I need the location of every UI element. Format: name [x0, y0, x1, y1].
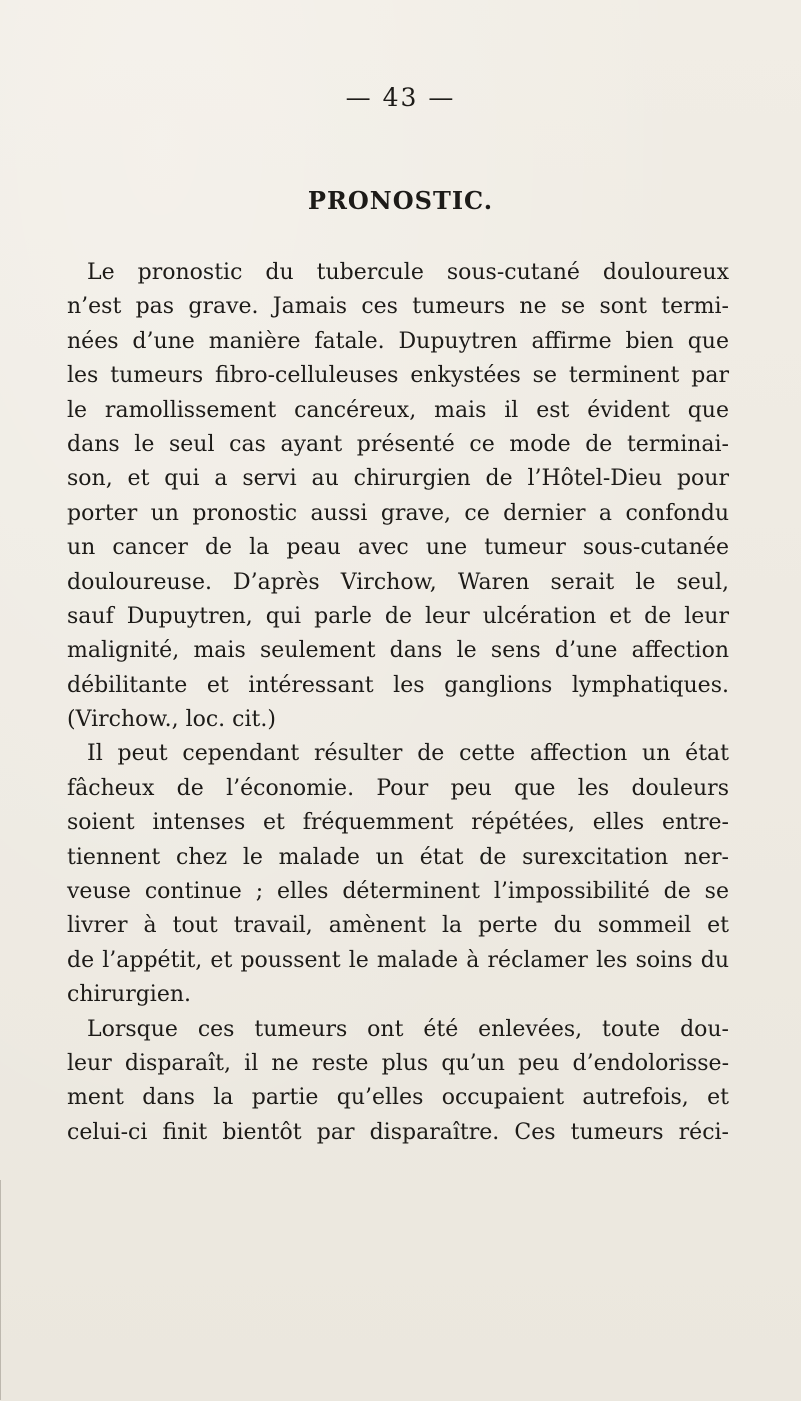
text-line: dans le seul cas ayant présenté ce mode de terminai-	[67, 431, 729, 457]
text-line: sauf Dupuytren, qui parle de leur ulcération et de leur	[67, 603, 729, 629]
text-line: son, et qui a servi au chirurgien de l’Hôtel-Dieu pour	[67, 466, 729, 492]
text-line: les tumeurs fibro-celluleuses enkystées se terminent par	[67, 363, 729, 389]
text-line: livrer à tout travail, amènent la perte du sommeil et	[67, 913, 729, 939]
text-line: (Virchow., loc. cit.)	[67, 707, 276, 733]
text-line: le ramollissement cancéreux, mais il est évident que	[67, 397, 729, 423]
text-line: tiennent chez le malade un état de surexcitation ner-	[67, 844, 729, 870]
page-edge	[0, 1180, 7, 1400]
text-line: malignité, mais seulement dans le sens d’une affection	[67, 638, 729, 664]
text-line: Lorsque ces tumeurs ont été enlevées, toute dou-	[87, 1016, 729, 1042]
text-line: chirurgien.	[67, 982, 192, 1008]
text-line: celui-ci finit bientôt par disparaître. Ces tumeurs réci-	[67, 1119, 729, 1145]
text-line: fâcheux de l’économie. Pour peu que les douleurs	[67, 775, 729, 801]
text-line: de l’appétit, et poussent le malade à réclamer les soins du	[67, 947, 729, 973]
text-line: nées d’une manière fatale. Dupuytren affirme bien que	[67, 328, 729, 354]
page-number: — 43 —	[345, 83, 456, 112]
text-line: débilitante et intéressant les ganglions lymphatiques.	[67, 672, 729, 698]
text-line: douloureuse. D’après Virchow, Waren serait le seul,	[67, 569, 729, 595]
text-line: veuse continue ; elles déterminent l’impossibilité de se	[67, 879, 729, 905]
body-text	[67, 256, 729, 1150]
text-line: n’est pas grave. Jamais ces tumeurs ne se sont termi-	[67, 294, 729, 320]
text-line: Le pronostic du tubercule sous-cutané douloureux	[87, 260, 729, 285]
text-line: soient intenses et fréquemment répétées, elles entre-	[67, 810, 729, 836]
text-line: ment dans la partie qu’elles occupaient autrefois, et	[67, 1085, 729, 1111]
text-line: porter un pronostic aussi grave, ce dernier a confondu	[67, 500, 729, 526]
text-line: un cancer de la peau avec une tumeur sous-cutanée	[67, 535, 729, 561]
text-line: Il peut cependant résulter de cette affection un état	[87, 741, 729, 767]
section-title: PRONOSTIC.	[307, 186, 494, 215]
text-line: leur disparaît, il ne reste plus qu’un peu d’endolorisse-	[67, 1050, 729, 1076]
